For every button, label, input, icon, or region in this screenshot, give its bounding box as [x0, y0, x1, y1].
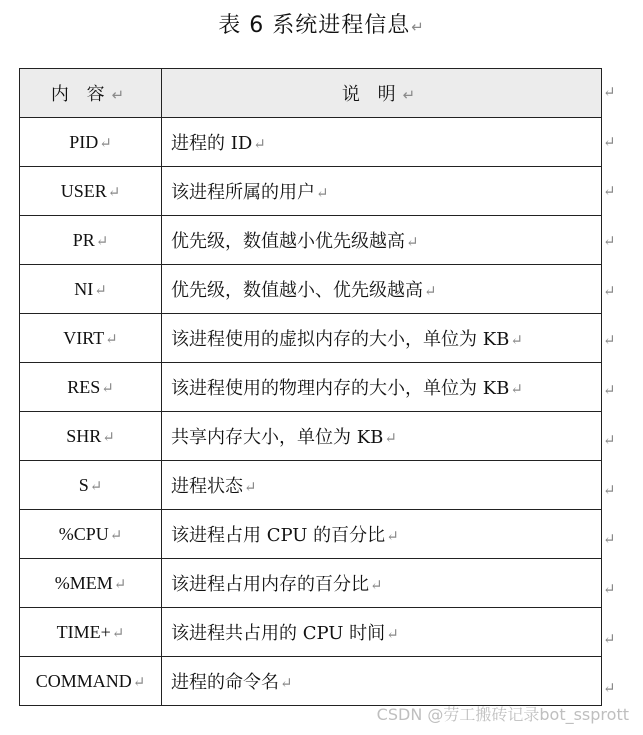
paragraph-mark-icon: ↵ [411, 18, 425, 36]
field-name: COMMAND [35, 670, 132, 691]
field-description: 进程状态 [171, 476, 243, 497]
paragraph-mark-icon: ↵ [402, 86, 422, 104]
field-name: %CPU [58, 523, 109, 544]
field-description: 优先级，数值越小、优先级越高 [171, 280, 423, 301]
field-description: 该进程占用 CPU 的百分比 [171, 525, 386, 546]
paragraph-mark-icon: ↵ [603, 579, 616, 598]
field-description: 该进程所属的用户 [171, 182, 315, 203]
header-cell-description [162, 69, 602, 118]
header-label-description: 说 明 [341, 84, 402, 105]
field-name: PID [69, 131, 99, 152]
process-info-table [19, 68, 602, 706]
paragraph-mark-icon: ↵ [424, 282, 437, 300]
field-description: 优先级，数值越小优先级越高 [171, 231, 405, 252]
field-description: 进程的 ID [171, 133, 253, 154]
paragraph-mark-icon: ↵ [603, 381, 616, 400]
field-cell [20, 510, 162, 559]
field-name: VIRT [63, 327, 105, 348]
table-row [20, 363, 602, 412]
paragraph-mark-icon: ↵ [113, 576, 127, 593]
paragraph-mark-icon: ↵ [111, 625, 125, 642]
field-cell [20, 412, 162, 461]
paragraph-mark-icon: ↵ [603, 232, 616, 251]
field-cell [20, 265, 162, 314]
field-cell [20, 461, 162, 510]
table-row [20, 510, 602, 559]
paragraph-mark-icon: ↵ [132, 674, 146, 691]
header-label-content: 内 容 [50, 84, 111, 105]
field-name: NI [74, 278, 94, 299]
paragraph-mark-icon: ↵ [95, 233, 109, 250]
field-name: PR [72, 229, 95, 250]
paragraph-mark-icon: ↵ [603, 182, 616, 201]
paragraph-mark-icon: ↵ [384, 429, 397, 447]
table-row [20, 265, 602, 314]
field-name: TIME+ [56, 621, 111, 642]
paragraph-mark-icon: ↵ [603, 430, 616, 449]
paragraph-mark-icon: ↵ [99, 135, 112, 152]
paragraph-mark-icon: ↵ [603, 331, 616, 350]
paragraph-mark-icon: ↵ [603, 530, 616, 549]
field-cell [20, 314, 162, 363]
paragraph-mark-icon: ↵ [510, 331, 523, 349]
paragraph-mark-icon: ↵ [109, 527, 123, 544]
description-cell [162, 510, 602, 559]
field-name: USER [60, 180, 107, 201]
field-name: S [78, 474, 89, 495]
paragraph-mark-icon: ↵ [89, 478, 103, 495]
header-cell-content [20, 69, 162, 118]
field-description: 该进程使用的虚拟内存的大小，单位为 KB [171, 329, 510, 350]
paragraph-mark-icon: ↵ [386, 625, 399, 643]
table-row [20, 608, 602, 657]
field-description: 该进程占用内存的百分比 [171, 574, 369, 595]
field-cell [20, 216, 162, 265]
paragraph-mark-icon: ↵ [603, 132, 616, 151]
paragraph-mark-icon: ↵ [603, 679, 616, 698]
paragraph-mark-icon: ↵ [280, 674, 293, 692]
table-caption [0, 8, 643, 39]
field-cell [20, 118, 162, 167]
table-row [20, 118, 602, 167]
description-cell [162, 363, 602, 412]
paragraph-mark-icon: ↵ [370, 576, 383, 594]
field-description: 进程的命令名 [171, 672, 279, 693]
field-name: RES [67, 376, 101, 397]
table-header-row [20, 69, 602, 118]
caption-text: 表 6 系统进程信息 [218, 13, 411, 38]
paragraph-mark-icon: ↵ [603, 629, 616, 648]
description-cell [162, 216, 602, 265]
paragraph-mark-icon: ↵ [107, 184, 121, 201]
field-description: 共享内存大小，单位为 KB [171, 427, 384, 448]
description-cell [162, 265, 602, 314]
paragraph-mark-icon: ↵ [510, 380, 523, 398]
watermark: CSDN @劳工搬砖记录bot_ssprott [376, 705, 629, 724]
paragraph-mark-icon: ↵ [111, 86, 131, 104]
paragraph-mark-icon: ↵ [253, 135, 266, 153]
paragraph-mark-icon: ↵ [386, 527, 399, 545]
paragraph-mark-icon: ↵ [102, 429, 115, 446]
description-cell [162, 461, 602, 510]
table-row [20, 314, 602, 363]
field-cell [20, 167, 162, 216]
field-cell [20, 559, 162, 608]
description-cell [162, 118, 602, 167]
field-cell [20, 608, 162, 657]
row-end-marks [603, 68, 623, 714]
field-cell [20, 657, 162, 706]
paragraph-mark-icon: ↵ [603, 83, 616, 101]
paragraph-mark-icon: ↵ [101, 380, 114, 397]
paragraph-mark-icon: ↵ [244, 478, 257, 496]
description-cell [162, 608, 602, 657]
description-cell [162, 559, 602, 608]
paragraph-mark-icon: ↵ [94, 282, 107, 299]
description-cell [162, 657, 602, 706]
description-cell [162, 167, 602, 216]
table-row [20, 559, 602, 608]
field-description: 该进程使用的物理内存的大小，单位为 KB [171, 378, 510, 399]
table-row [20, 167, 602, 216]
table-row [20, 216, 602, 265]
field-name: %MEM [54, 572, 113, 593]
field-description: 该进程共占用的 CPU 时间 [171, 623, 386, 644]
paragraph-mark-icon: ↵ [603, 480, 616, 499]
paragraph-mark-icon: ↵ [105, 331, 118, 348]
description-cell [162, 314, 602, 363]
table-row [20, 657, 602, 706]
paragraph-mark-icon: ↵ [603, 281, 616, 300]
description-cell [162, 412, 602, 461]
paragraph-mark-icon: ↵ [406, 233, 419, 251]
field-cell [20, 363, 162, 412]
table-row [20, 412, 602, 461]
field-name: SHR [66, 425, 102, 446]
table-row [20, 461, 602, 510]
paragraph-mark-icon: ↵ [316, 184, 329, 202]
